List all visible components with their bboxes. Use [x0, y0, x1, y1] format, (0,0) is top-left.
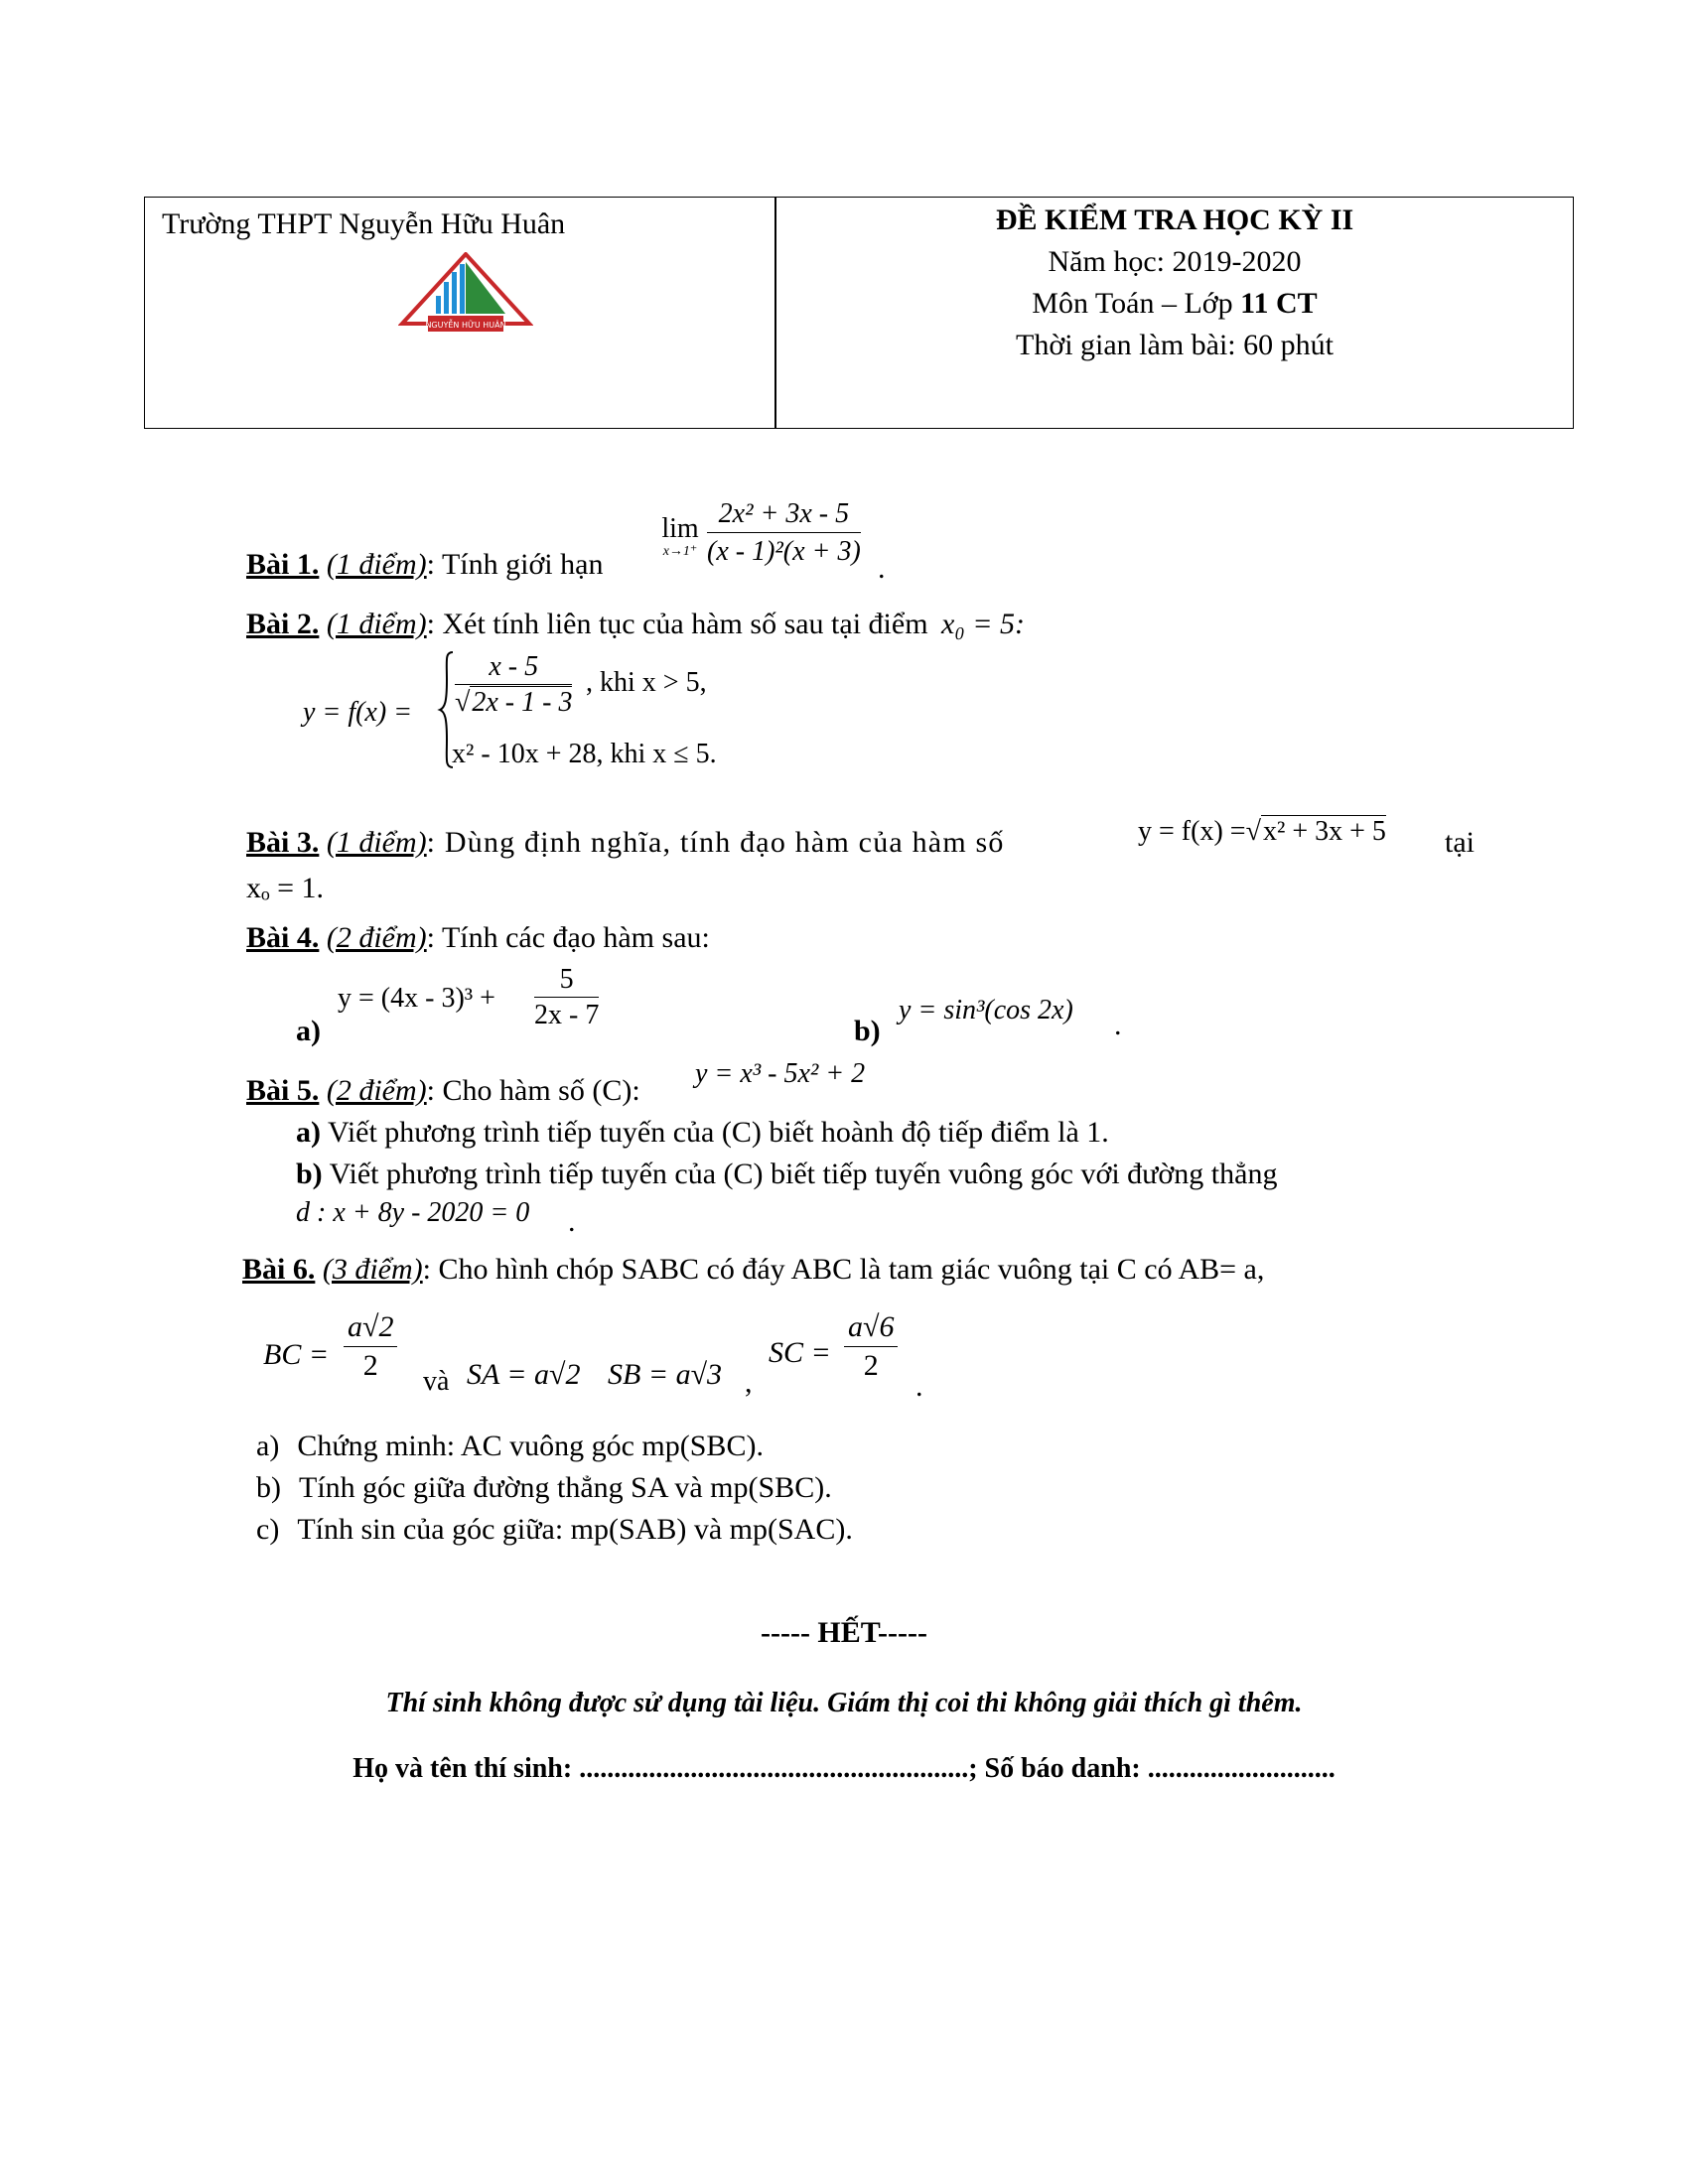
- bai2-label: Bài 2.: [246, 608, 320, 640]
- bai4-points: (2 điểm): [326, 921, 427, 954]
- bai2-lhs: y = f(x) =: [303, 697, 413, 728]
- case1-cond: , khi x > 5,: [586, 667, 707, 698]
- item-label: a): [256, 1430, 280, 1462]
- class: 11 CT: [1240, 287, 1318, 320]
- school-year: Năm học: 2019-2020: [1048, 245, 1302, 278]
- bai1-points: (1 điểm): [326, 548, 427, 581]
- bai3-point: xₒ = 1.: [246, 872, 325, 904]
- bai5-b-label: b): [296, 1158, 323, 1190]
- bai3-func-lhs: y = f(x) =: [1138, 816, 1246, 847]
- bai5-a: [296, 1116, 1109, 1150]
- item-text: Tính góc giữa đường thẳng SA và mp(SBC).: [299, 1471, 832, 1504]
- bai6-sa: SA = a√2: [467, 1358, 581, 1391]
- bai3-radicand: x² + 3x + 5: [1262, 816, 1386, 847]
- bai6-points: (3 điểm): [322, 1253, 423, 1286]
- bai6-text: : Cho hình chóp SABC có đáy ABC là tam giác vuông tại C có AB= a,: [422, 1253, 1265, 1286]
- bai3-line: [246, 826, 1005, 860]
- bai5-line: [246, 1074, 640, 1108]
- bai4-a-numerator: 5: [534, 963, 599, 998]
- bai3-points: (1 điểm): [326, 826, 427, 859]
- lim-sub: x→1⁺: [662, 544, 698, 559]
- bai5-a-label: a): [296, 1116, 321, 1149]
- bai6-sc-frac: [844, 1308, 898, 1385]
- subject-line: [776, 283, 1573, 325]
- bai5-b: [296, 1158, 1277, 1191]
- case1-denominator: 2x - 1 - 3: [472, 687, 573, 718]
- bai6-item-c: [256, 1513, 853, 1547]
- item-label: b): [256, 1471, 281, 1504]
- bai5-label: Bài 5.: [246, 1074, 320, 1107]
- bai6-item-a: [256, 1430, 764, 1463]
- bai4-b-expr: y = sin³(cos 2x): [899, 995, 1073, 1025]
- bai6-label: Bài 6.: [242, 1253, 316, 1286]
- end-marker: ----- HẾT-----: [760, 1616, 927, 1649]
- bai4-line: [246, 921, 710, 955]
- sc-denominator: 2: [863, 1349, 879, 1382]
- bai1-numerator: 2x² + 3x - 5: [707, 496, 861, 533]
- school-logo: [398, 252, 533, 349]
- bai3-label: Bài 3.: [246, 826, 320, 859]
- bai1-text: : Tính giới hạn: [426, 548, 604, 581]
- bai1-lim: [655, 514, 705, 560]
- candidate-line: Họ và tên thí sinh: ........................................................; Số báo danh: ...........................: [352, 1753, 1336, 1784]
- bai6-comma: ,: [745, 1366, 753, 1399]
- case2: x² - 10x + 28, khi x ≤ 5.: [452, 739, 717, 769]
- bai4-a-label: a): [296, 1015, 321, 1047]
- bai4-dot: .: [1114, 1009, 1122, 1041]
- logo-text: NGUYỄN HỮU HUÂN: [425, 321, 506, 330]
- exam-info: [776, 198, 1573, 366]
- bai6-line: [242, 1253, 1264, 1287]
- bai3-func: y = f(x) =√x² + 3x + 5: [1138, 816, 1386, 847]
- bai6-bc-frac: [344, 1308, 397, 1385]
- bai5-b-text: Viết phương trình tiếp tuyến của (C) biết tiếp tuyến vuông góc với đường thẳng: [322, 1158, 1278, 1190]
- bai2-points: (1 điểm): [326, 608, 427, 640]
- bai2-text: : Xét tính liên tục của hàm số sau tại điểm: [426, 608, 928, 640]
- bai6-dot: .: [915, 1370, 923, 1403]
- bai6-va: và: [423, 1366, 450, 1397]
- bai4-a-expr: y = (4x - 3)³ +: [338, 983, 495, 1014]
- bai1-fraction: [707, 496, 861, 571]
- bai1-denominator: (x - 1)²(x + 3): [707, 536, 861, 567]
- bc-denominator: 2: [362, 1349, 378, 1382]
- bai1-dot: .: [878, 552, 886, 585]
- case1-numerator: x - 5: [455, 650, 572, 685]
- bai5-points: (2 điểm): [326, 1074, 427, 1107]
- bai5-dot: .: [568, 1205, 576, 1238]
- bai6-sb: SB = a√3: [608, 1358, 723, 1391]
- bai6-item-b: [256, 1471, 832, 1505]
- bai6-bc-lhs: BC =: [263, 1338, 330, 1371]
- bai5-func: y = x³ - 5x² + 2: [695, 1058, 866, 1089]
- bai6-sc-lhs: SC =: [769, 1336, 831, 1369]
- bai2-case1-frac: x - 5 √2x - 1 - 3: [455, 651, 573, 718]
- bai4-a-denominator: 2x - 7: [534, 1000, 600, 1030]
- exam-title: ĐỀ KIỂM TRA HỌC KỲ II: [995, 204, 1354, 236]
- school-name: Trường THPT Nguyễn Hữu Huân: [162, 207, 566, 240]
- item-text: Chứng minh: AC vuông góc mp(SBC).: [297, 1430, 764, 1462]
- bai4-text: : Tính các đạo hàm sau:: [426, 921, 710, 954]
- duration: Thời gian làm bài: 60 phút: [1016, 329, 1334, 361]
- bai5-a-text: Viết phương trình tiếp tuyến của (C) biết hoành độ tiếp điểm là 1.: [321, 1116, 1109, 1149]
- bai4-b-label: b): [854, 1015, 881, 1047]
- bai5-line-d: d : x + 8y - 2020 = 0: [296, 1197, 530, 1228]
- bc-numerator: a√2: [344, 1308, 397, 1347]
- sc-numerator: a√6: [844, 1308, 898, 1347]
- item-label: c): [256, 1513, 280, 1546]
- bai1-label: Bài 1.: [246, 548, 320, 581]
- bai1-line: [246, 548, 603, 582]
- bai3-text: : Dùng định nghĩa, tính đạo hàm của hàm số: [426, 826, 1005, 859]
- bai2-point: x₀ = 5:: [941, 608, 1026, 640]
- lim-word: lim: [661, 513, 699, 544]
- bai5-text: : Cho hàm số (C):: [426, 1074, 640, 1107]
- exam-note: Thí sinh không được sử dụng tài liệu. Giám thị coi thi không giải thích gì thêm.: [385, 1688, 1303, 1718]
- bai4-a-frac: [534, 963, 599, 1033]
- header-box: [144, 197, 1574, 429]
- item-text: Tính sin của góc giữa: mp(SAB) và mp(SAC).: [297, 1513, 853, 1546]
- bai3-tail: tại: [1445, 826, 1475, 859]
- subject: Môn Toán – Lớp: [1032, 287, 1241, 320]
- bai4-label: Bài 4.: [246, 921, 320, 954]
- bai2-line: [246, 608, 1025, 641]
